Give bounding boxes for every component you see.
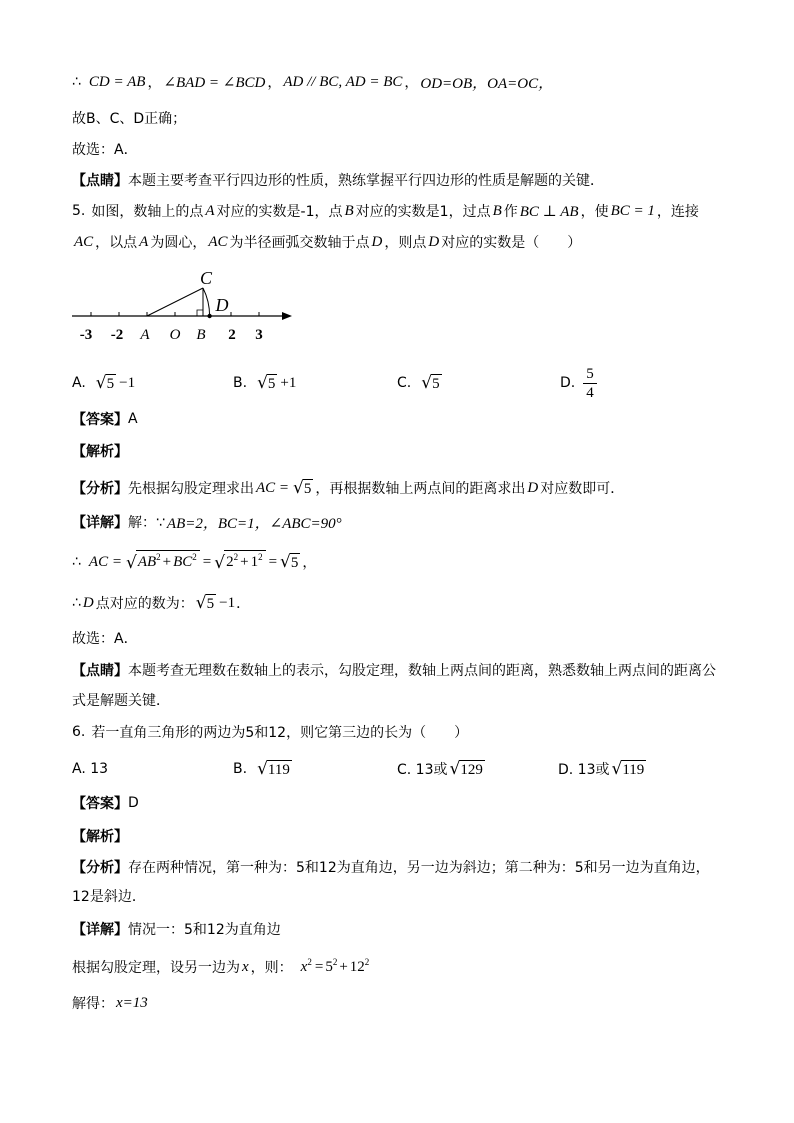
axis-tick-label: 2 [228,327,236,343]
q5-option-b [233,363,297,403]
option-suffix: +1 [280,374,297,391]
stem-text: 对应的实数是1，过点 [355,204,491,220]
q6-stem-line [72,712,468,752]
sqrt-expression [196,593,216,614]
fraction-numerator: 5 [583,366,597,384]
option-label: C. [397,375,412,391]
radical-sign-icon: √ [257,372,268,393]
radical-sign-icon: √ [95,372,107,393]
answer-value: A [128,411,138,427]
q5-option-c [397,363,444,403]
math-var: D [527,479,539,496]
punctuation: ， [302,555,317,571]
q6-detail-line [72,909,281,949]
exponent: 2 [233,552,239,562]
solve-result: x=13 [116,994,148,1011]
answer-tag: 【答案】 [72,796,128,812]
radical-sign-icon: √ [257,758,268,779]
analysis-header-tag: 【解析】 [72,829,128,845]
q5-option-d [560,363,597,403]
radical-sign-icon: √ [280,551,291,572]
equals-sign: = [202,553,212,570]
math-var: D [82,594,94,611]
stem-text: ，连接 [656,204,699,220]
equals-sign: = [268,553,278,570]
option-label: B. [233,761,248,777]
equals-sign: = [314,958,324,975]
analysis-text: ，再根据数轴上两点间的距离求出 [315,481,526,497]
q5-analysis-header [72,431,128,471]
detail-tag: 【详解】 [72,922,128,938]
option-label: B. [233,375,248,391]
therefore-symbol: ∴ [72,554,81,570]
analysis-text: 12是斜边． [72,889,146,905]
math-expression: AB=2，BC=1，∠ABC=90° [166,515,342,532]
comment-tag: 【点睛】 [72,173,128,189]
number [225,551,239,574]
stem-text: 如图，数轴上的点 [91,204,204,220]
q6-option-b [233,749,294,789]
radical-sign-icon: √ [195,592,207,613]
option-label: D. 13或 [558,762,610,778]
axis-tick-label: -2 [110,327,124,343]
q5-option-a [72,363,136,403]
analysis-tag: 【分析】 [72,860,128,876]
q6-analysis-line-1 [72,847,710,887]
base: x [300,958,308,975]
sqrt-expression [96,373,116,394]
fraction [583,366,597,401]
answer-value: D [128,795,139,811]
pythagoras-text: 根据勾股定理，设另一边为 [72,960,240,976]
q6-pythagoras-line [72,947,370,987]
segment-ac [147,288,203,316]
radical-sign-icon: √ [214,553,226,573]
math-expression: ∠BAD = ∠BCD [163,74,266,91]
q6-option-c [397,749,487,789]
label-point-d: D [215,295,229,315]
q6-solve-line [72,983,150,1023]
radicand: 119 [622,761,645,778]
math-var: B [344,202,354,219]
comment-text: 本题考查无理数在数轴上的表示，勾股定理，数轴上两点间的距离，熟悉数轴上两点间的距离公 [128,663,716,679]
math-var: x [242,958,249,975]
stem-text: 为半径画弧交数轴于点 [229,235,370,251]
choice-text: 故选：A． [72,142,138,158]
option-suffix: −1 [119,374,136,391]
punctuation: ， [267,75,282,91]
radicand: 5 [290,554,299,571]
sqrt-expression [450,759,485,780]
detail-text: 情况一：5和12为直角边 [128,922,281,938]
analysis-text: 存在两种情况，第一种为：5和12为直角边，另一边为斜边；第二种为：5和另一边为直角边， [128,860,710,876]
exponent: 2 [156,552,161,562]
math-var: D [428,233,440,250]
math-expression: BC ⊥ AB [519,203,579,220]
q5-stem-line-2 [72,222,581,262]
axis-arrow-icon [282,312,292,320]
comment-text: 本题主要考查平行四边形的性质，熟练掌握平行四边形的性质是解题的关键． [128,173,604,189]
radicand: 5 [267,375,276,392]
exponent: 2 [307,956,312,967]
punctuation: ， [147,75,162,91]
math-var: AC [74,233,94,250]
base: BC [173,554,193,570]
math-var: B [492,202,502,219]
number [250,551,264,574]
radicand: 5 [432,375,440,392]
base: 12 [349,958,365,975]
radicand [136,550,200,574]
math-var: AC [208,233,228,250]
stem-text: 为圆心， [150,235,207,251]
stem-text: 对应的实数是-1，点 [216,204,343,220]
option-label: D. [560,375,576,391]
result-text: 点对应的数为： [95,596,194,612]
analysis-header-tag: 【解析】 [72,444,128,460]
base: 1 [250,554,259,570]
result-suffix: −1 [219,594,236,611]
radical-sign-icon: √ [125,553,137,573]
detail-text: 解：∵ [128,515,165,531]
therefore-symbol: ∴ [72,74,81,90]
stem-text: ，使 [580,204,609,220]
axis-tick-label: O [169,327,181,343]
axis-tick-label: A [140,327,150,343]
stem-text: ，则点 [384,235,427,251]
stem-text: 作 [503,204,518,220]
radical-sign-icon: √ [293,477,304,498]
radicand: 5 [106,375,115,392]
point-d-dot [207,314,211,318]
conclusion-text: 故B、C、D正确； [72,111,187,127]
exponent: 2 [258,552,263,562]
analysis-tag: 【分析】 [72,481,128,497]
number [349,956,371,976]
sqrt-expression [126,550,200,574]
math-var: A [205,202,215,219]
question-number: 5. [72,203,86,219]
q6-option-d [558,749,648,789]
operator: + [162,554,172,570]
number-line-figure [70,265,300,345]
radicand: 5 [206,595,215,612]
question-number: 6. [72,724,86,740]
radicand [224,550,265,574]
axis-tick-label: 3 [255,327,263,343]
radical-sign-icon: √ [421,372,433,393]
exponent: 2 [332,956,338,967]
math-var [172,551,198,574]
label-point-c: C [199,268,213,288]
sqrt-expression [293,478,313,499]
therefore-symbol: ∴ [72,595,81,611]
math-var [137,551,162,574]
choice-text: 故选：A． [72,631,138,647]
analysis-text: 先根据勾股定理求出 [128,481,254,497]
punctuation: ． [236,596,251,612]
comment-text: 式是解题关键． [72,693,170,709]
stem-text: 对应的实数是（ ） [441,235,582,251]
math-expression: CD = AB [88,73,146,90]
axis-tick-label: -3 [79,327,93,343]
operator: + [339,958,348,975]
stem-text: ，以点 [95,235,138,251]
option-label: A. [72,375,86,391]
math-expression: BC = 1 [610,202,655,219]
analysis-text: 对应数即可． [540,481,625,497]
comment-tag: 【点睛】 [72,663,128,679]
q5-detail-line [72,502,344,542]
stem-text: 若一直角三角形的两边为5和12，则它第三边的长为（ ） [91,725,469,741]
sqrt-expression [257,759,292,780]
option-label: A. 13 [72,761,109,777]
exponent: 2 [192,552,197,562]
base: 5 [325,958,333,975]
sqrt-expression [280,552,300,573]
radical-sign-icon: √ [611,758,623,779]
math-var: A [139,233,149,250]
prev-equalities-line [72,62,555,102]
detail-tag: 【详解】 [72,515,128,531]
math-var [299,956,314,976]
radicand: 129 [460,761,483,778]
radicand: 5 [303,480,312,497]
sqrt-expression [612,759,647,780]
math-expression: OD=OB，OA=OC， [420,75,554,92]
answer-tag: 【答案】 [72,412,128,428]
pythagoras-text: ，则： [250,960,293,976]
base: 2 [226,554,234,570]
right-angle-mark [197,310,203,316]
q5-equation-line [72,542,316,582]
solve-text: 解得： [72,996,114,1012]
math-expression: AD // BC, AD = BC [283,73,403,90]
q5-result-line [72,583,250,623]
axis-tick-label: B [196,327,206,343]
sqrt-expression [257,373,277,394]
exponent: 2 [364,956,370,967]
radicand: 119 [267,761,290,778]
option-label: C. 13或 [397,762,448,778]
radical-sign-icon: √ [449,758,461,779]
operator: + [240,554,249,570]
number [324,956,338,976]
sqrt-expression [214,550,265,574]
arc-cd [203,288,210,316]
math-expression: AC = [256,479,290,496]
math-var: D [371,233,383,250]
base: AB [137,554,157,570]
punctuation: ， [404,75,419,91]
fraction-denominator: 4 [586,384,594,401]
math-expression: AC = [88,553,122,570]
sqrt-expression [421,373,441,394]
